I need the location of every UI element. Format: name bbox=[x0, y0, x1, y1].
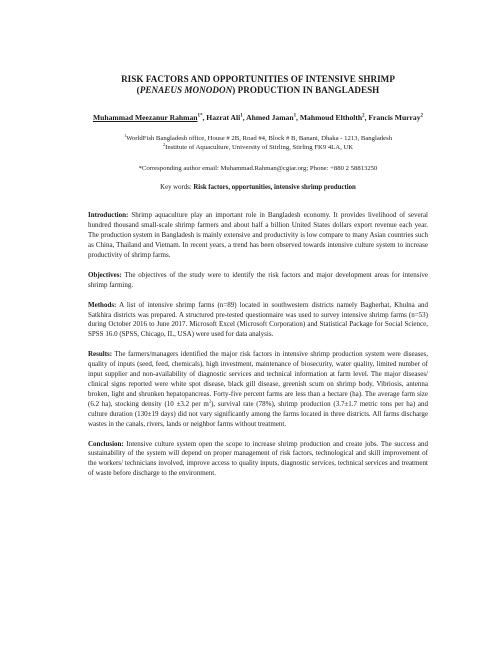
author-list bbox=[88, 113, 428, 123]
affiliation-1-mark: 1 bbox=[123, 132, 127, 138]
results-label: Results: bbox=[88, 350, 113, 359]
author-third: , Ahmed Jaman bbox=[242, 113, 294, 122]
section-objectives bbox=[88, 271, 428, 291]
methods-text: A list of intensive shrimp farms (n=89) located in southwestern districts namely Bagherhat, Khulna and Satkhira districts was prepared. A structured pre-tested questionnaire was used to survey intensive shrimp farms (n=53) during October 2016 to June 2017. Microsoft Excel (Microsoft Corporation) and Statistical Package for Social Science, SPSS 16.0 (SPSS, Chicago, IL, USA) were used for data analysis. bbox=[88, 300, 428, 339]
author-fourth: , Mahmoud Eltholth bbox=[296, 113, 363, 122]
results-superscript: 2 bbox=[208, 398, 212, 404]
author-second-affil: 1 bbox=[240, 113, 243, 119]
conclusion-text: Intensive culture system open the scope to increase shrimp production and create jobs. The success and sustainability of the system will depend on proper management of risk factors, technological and skill improvement of the workers/ technicians involved, improve access to quality inputs, diagnostic services, technical services and treatment of waste before discharge to the environment. bbox=[88, 439, 429, 478]
section-conclusion bbox=[88, 440, 428, 480]
conclusion-label: Conclusion: bbox=[88, 439, 124, 448]
title-paren-open: ( bbox=[136, 85, 140, 95]
section-introduction bbox=[88, 211, 428, 261]
affiliation-1 bbox=[88, 134, 428, 143]
affiliation-1-text: WorldFish Bangladesh office, House # 2B, Road #4, Block # B, Banani, Dhaka - 1213, Bangladesh bbox=[126, 134, 393, 142]
objectives-label: Objectives: bbox=[88, 270, 122, 279]
methods-label: Methods: bbox=[88, 300, 117, 309]
author-fifth: , Francis Murray bbox=[364, 113, 421, 122]
section-methods bbox=[88, 301, 428, 341]
author-first-affil: 1* bbox=[197, 113, 203, 119]
author-third-affil: 1 bbox=[293, 113, 297, 119]
affiliation-2-text: Institute of Aquaculture, University of Stirling, Stirling FK9 4LA, UK bbox=[165, 143, 354, 151]
author-fifth-affil: 2 bbox=[420, 113, 424, 119]
paper-title bbox=[88, 74, 428, 96]
corresponding-author: *Corresponding author email: Muhammad.Rahman@cgiar.org; Phone: +880 2 58813250 bbox=[138, 165, 378, 173]
results-text-part-1: The farmers/managers identified the major risk factors in intensive shrimp production system were diseases, quality of inputs (seed, feed, chemicals), high investment, maintenance of biosecurity, water quality, limited number of input supplier and non-availability of diagnostic services and technical information at farm level. The major diseases/ clinical signs reported were white spot disease, black gill disease, greenish scum on shrimp body, Vibriosis, antenna broken, light and shrunken hepatopancreas. Forty-five percent farms are less than a hectare (ha). The average farm size (6.2 ha), stocking density (10 ±3.2 per m bbox=[88, 350, 429, 408]
keywords-label: Key words: bbox=[160, 184, 192, 192]
affiliation-2-mark: 2 bbox=[162, 141, 166, 147]
introduction-label: Introduction: bbox=[88, 211, 129, 220]
author-second: , Hazrat Ali bbox=[202, 113, 241, 122]
objectives-text: The objectives of the study were to identify the risk factors and major development areas for intensive shrimp farming. bbox=[88, 270, 428, 289]
author-fourth-affil: 2 bbox=[362, 113, 365, 119]
title-line-1: RISK FACTORS AND OPPORTUNITIES OF INTENSIVE SHRIMP bbox=[121, 74, 395, 84]
affiliations bbox=[88, 134, 428, 153]
title-species-name: PENAEUS MONODON bbox=[139, 85, 233, 95]
abstract-page bbox=[88, 74, 428, 479]
keywords bbox=[88, 183, 428, 192]
title-line-2: ) PRODUCTION IN BANGLADESH bbox=[232, 85, 380, 95]
keywords-value: Risk factors, opportunities, intensive shrimp production bbox=[193, 184, 356, 192]
results-text-part-2: ), survival rate (78%), shrimp production (3.7±1.7 metric tons per ha) and culture duration (130±19 days) did not vary significantly among the farms located in three districts. All farms discharge wastes in the canals, rivers, lands or neighbor farms without treatment. bbox=[88, 399, 428, 428]
introduction-text: Shrimp aquaculture play an important role in Bangladesh economy. It provides livelihood of several hundred thousand small-scale shrimp farmers and about half a billion United States dollars export revenue each year. The production system in Bangladesh is mainly extensive and productivity is low compare to many Asian countries such as China, Thailand and Vietnam. In recent years, a trend has been observed towards intensive culture system to increase productivity of shrimp farms. bbox=[88, 211, 429, 259]
section-results bbox=[88, 350, 428, 429]
affiliation-2 bbox=[88, 143, 428, 152]
author-first: Muhammad Meezanur Rahman bbox=[92, 113, 198, 122]
